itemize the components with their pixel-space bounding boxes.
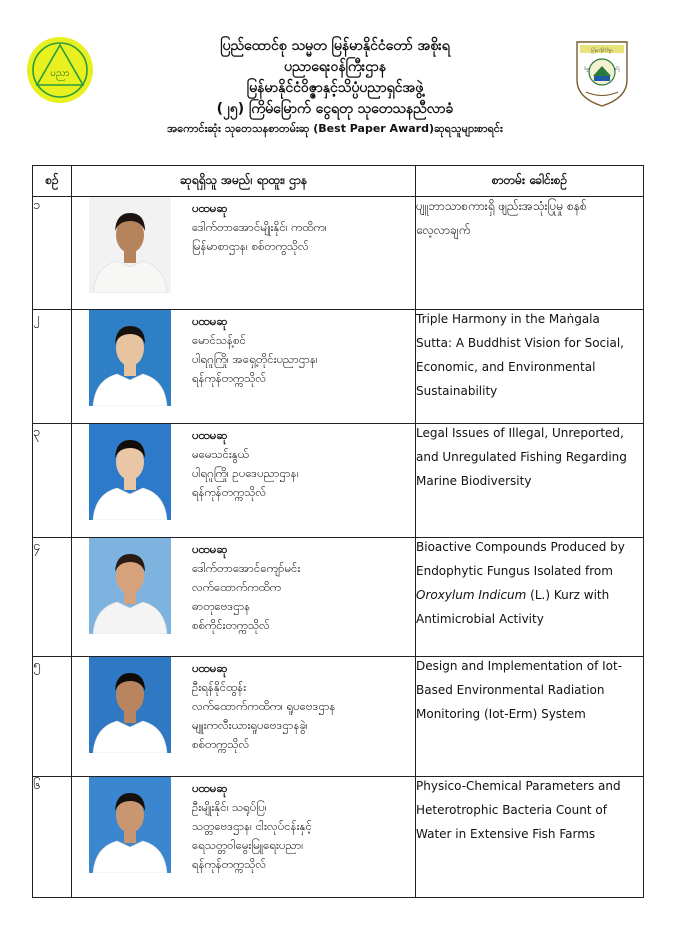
serial-number: ၄ xyxy=(33,538,72,657)
logo-right-right-text: သိပ္ပံ xyxy=(614,66,621,71)
awardee-detail-line: ရန်ကုန်တက္ကသိုလ် xyxy=(192,857,267,871)
serial-number: ၃ xyxy=(33,424,72,538)
awardee-detail-line: လက်ထောက်ကထိက၊ ရူပဗေဒဌာန xyxy=(192,699,336,713)
paper-title-line: Heterotrophic Bacteria Count of xyxy=(416,803,607,817)
table-row xyxy=(33,197,644,310)
paper-title-line: Sutta: A Buddhist Vision for Social, xyxy=(416,336,624,350)
paper-title-line: Based Environmental Radiation xyxy=(416,683,605,697)
awardee-detail-line: လက်ထောက်ကထိက xyxy=(192,580,282,594)
logo-right-banner-text: မြန်မာနိုင်ငံဝိဇ္ဇာ xyxy=(591,47,613,53)
award-rank: ပထမဆု xyxy=(192,542,228,556)
paper-title-line: Water in Extensive Fish Farms xyxy=(416,827,596,841)
awardee-photo xyxy=(89,424,171,520)
awardee-cell xyxy=(72,538,416,657)
awardee-detail-line: သတ္တဗေဒဌာန၊ ငါးလုပ်ငန်းနှင့် xyxy=(192,819,312,833)
award-rank: ပထမဆု xyxy=(192,314,228,328)
paper-title-cell xyxy=(416,424,644,538)
paper-title-line: Endophytic Fungus Isolated from xyxy=(416,564,613,578)
table-row xyxy=(33,657,644,777)
paper-title-cell xyxy=(416,657,644,777)
paper-title-line: Design and Implementation of Iot- xyxy=(416,659,623,673)
paper-title-line: Triple Harmony in the Maṅgala xyxy=(416,312,600,326)
paper-title-line: Marine Biodiversity xyxy=(416,474,532,488)
awardee-detail-line: ဦးရန်နိုင်ထွန်း xyxy=(192,680,247,694)
paper-title-line: Oroxylum Indicum (L.) Kurz with xyxy=(416,588,610,602)
awardee-info xyxy=(192,312,412,388)
paper-title-cell xyxy=(416,197,644,310)
document-header xyxy=(0,0,673,160)
awardee-detail-line: ဒေါက်တာအောင်မျိုးနိုင်၊ ကထိက၊ xyxy=(192,220,327,234)
awardee-info xyxy=(192,199,412,256)
serial-number: ၅ xyxy=(33,657,72,777)
award-rank: ပထမဆု xyxy=(192,428,228,442)
awardee-info xyxy=(192,779,412,874)
awardee-detail-line: ပါရဂူကြို၊ ဥပဒေပညာဌာန၊ xyxy=(192,466,299,480)
paper-title xyxy=(416,194,643,242)
title-block xyxy=(110,36,560,138)
awardee-cell xyxy=(72,424,416,538)
award-rank: ပထမဆု xyxy=(192,781,228,795)
header-awardee: ဆုရရှိသူ အမည်၊ ရာထူး၊ ဌာန xyxy=(72,166,416,197)
awardee-photo xyxy=(89,310,171,406)
awardee-detail-line: မမေသင်းနွယ် xyxy=(192,447,249,461)
table-row xyxy=(33,310,644,424)
paper-title-cell xyxy=(416,310,644,424)
paper-title xyxy=(416,307,643,403)
paper-title-line: Monitoring (Iot-Erm) System xyxy=(416,707,586,721)
logo-right-left-text: ဝိဇ္ဇာ xyxy=(584,66,591,71)
paper-title xyxy=(416,535,643,631)
paper-title-line: Sustainability xyxy=(416,384,498,398)
serial-number: ၁ xyxy=(33,197,72,310)
arts-science-association-logo xyxy=(574,36,630,108)
award-list-table xyxy=(32,165,644,898)
awardee-detail-line: စစ်ကိုင်းတက္ကသိုလ် xyxy=(192,618,270,632)
paper-title-line: Antimicrobial Activity xyxy=(416,612,544,626)
awardee-detail-line: ရန်ကုန်တက္ကသိုလ် xyxy=(192,371,267,385)
paper-title-line: Physico-Chemical Parameters and xyxy=(416,779,621,793)
awardee-cell xyxy=(72,777,416,898)
awardee-info xyxy=(192,540,412,635)
paper-title-line: Legal Issues of Illegal, Unreported, xyxy=(416,426,624,440)
paper-title-cell xyxy=(416,538,644,657)
awardee-detail-line: မျူးကလီးယားရူပဗေဒဌာနခွဲ၊ xyxy=(192,718,308,732)
title-line-2: ပညာရေးဝန်ကြီးဌာန xyxy=(284,59,386,75)
awardee-info xyxy=(192,426,412,502)
paper-title-line: and Unregulated Fishing Regarding xyxy=(416,450,627,464)
table-row xyxy=(33,777,644,898)
awardee-photo xyxy=(89,657,171,753)
awardee-photo xyxy=(89,197,171,293)
paper-title-line: ပျူဘာသာစကားရှိ ဖျည်းအသုံးပြုမှု စနစ် xyxy=(416,199,587,213)
awardee-detail-line: ရေသတ္တဝါမွေးမြူရေးပညာ၊ xyxy=(192,838,304,852)
awardee-info xyxy=(192,659,412,754)
awardee-cell xyxy=(72,197,416,310)
paper-title-line: Bioactive Compounds Produced by xyxy=(416,540,625,554)
title-line-5: အကောင်းဆုံး သုတေသနစာတမ်းဆု (Best Paper Award)ဆုရသူများစာရင်း xyxy=(167,122,503,135)
title-line-3: မြန်မာနိုင်ငံဝိဇ္ဇာနှင့်သိပ္ပံပညာရှင်အဖွဲ့ xyxy=(246,80,424,96)
awardee-cell xyxy=(72,310,416,424)
logo-left-text: ပညာ xyxy=(50,68,70,79)
serial-number: ၆ xyxy=(33,777,72,898)
species-name: Oroxylum Indicum xyxy=(416,588,527,602)
title-line-1: ပြည်ထောင်စု သမ္မတ မြန်မာနိုင်ငံတော် အစိုးရ xyxy=(220,38,450,54)
awardee-detail-line: စစ်တက္ကသိုလ် xyxy=(192,737,250,751)
paper-title-cell xyxy=(416,777,644,898)
awardee-detail-line: ပါရဂူကြို၊ အရှေ့တိုင်းပညာဌာန၊ xyxy=(192,352,318,366)
awardee-detail-line: ဦးမျိုးနိုင်၊ သရုပ်ပြ၊ xyxy=(192,800,267,814)
paper-title-line: Economic, and Environmental xyxy=(416,360,596,374)
awardee-detail-line: မြန်မာစာဌာန၊ စစ်တကွသိုလ် xyxy=(192,239,309,253)
awardee-detail-line: မောင်သန့်စင် xyxy=(192,333,246,347)
awardee-detail-line: ရန်ကုန်တက္ကသိုလ် xyxy=(192,485,267,499)
paper-title xyxy=(416,774,643,846)
education-ministry-logo xyxy=(26,36,94,104)
award-rank: ပထမဆု xyxy=(192,201,228,215)
awardee-detail-line: ဓာတုဗေဒဌာန xyxy=(192,599,251,613)
paper-title-line: လေ့လာချက် xyxy=(416,223,471,237)
paper-title xyxy=(416,421,643,493)
award-rank: ပထမဆု xyxy=(192,661,228,675)
title-line-4: (၂၅) ကြိမ်မြောက် ငွေရတု သုတေသနညီလာခံ xyxy=(216,101,454,117)
table-row xyxy=(33,424,644,538)
awardee-cell xyxy=(72,657,416,777)
paper-title xyxy=(416,654,643,726)
awardee-photo xyxy=(89,777,171,873)
awardee-detail-line: ဒေါက်တာအောင်ကျော်မင်း xyxy=(192,561,301,575)
header-serial: စဉ် xyxy=(33,166,72,197)
table-row xyxy=(33,538,644,657)
table-header-row xyxy=(33,166,644,197)
awardee-photo xyxy=(89,538,171,634)
serial-number: ၂ xyxy=(33,310,72,424)
header-paper-title: စာတမ်း ခေါင်းစဉ် xyxy=(416,166,644,197)
